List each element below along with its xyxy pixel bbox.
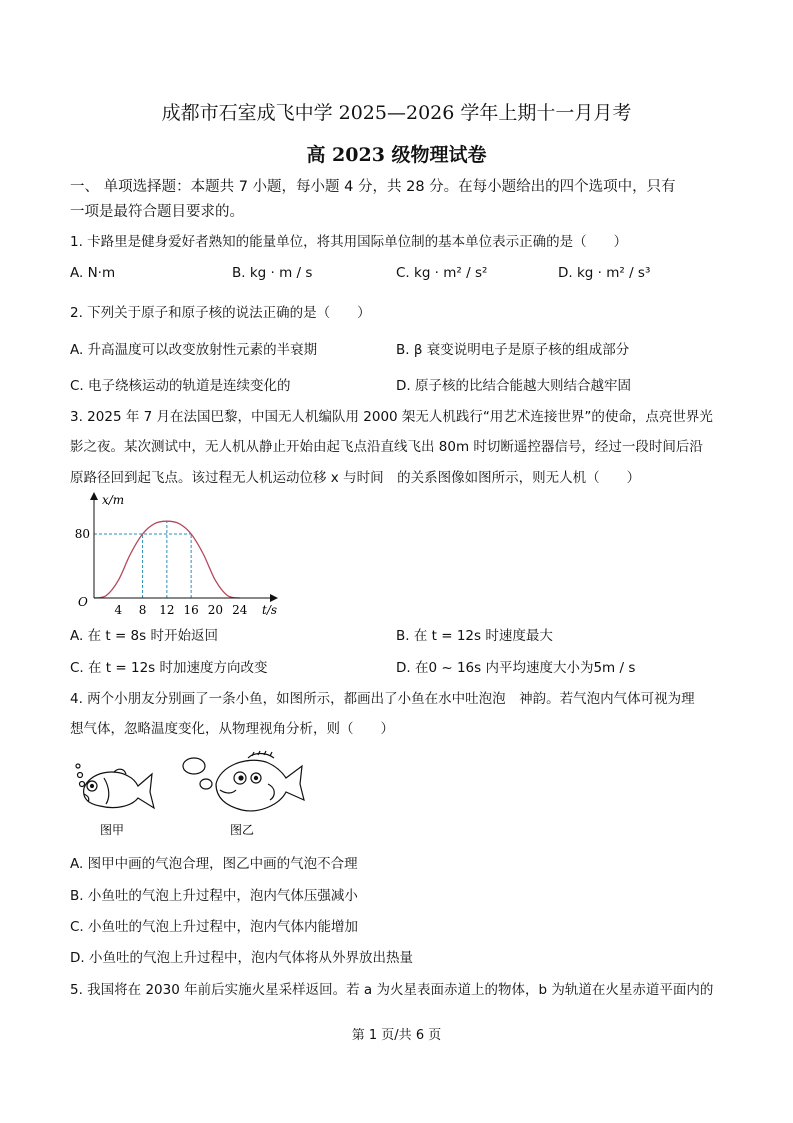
chart-x-tick-label: 16: [183, 603, 199, 617]
chart-y-tick-label: 80: [74, 527, 90, 541]
q3-option-d: D. 在0 ~ 16s 内平均速度大小为5m / s: [396, 660, 636, 676]
q4-stem-line1: 4. 两个小朋友分别画了一条小鱼，如图所示，都画出了小鱼在水中吐泡泡 神韵。若气泡内气体可视为理: [70, 691, 695, 707]
q2-stem: 2. 下列关于原子和原子核的说法正确的是（ ）: [70, 305, 371, 321]
q1-option-c: C. kg · m² / s²: [396, 265, 488, 281]
q1-option-b: B. kg · m / s: [232, 265, 313, 281]
page-footer: 第 1 页/共 6 页: [351, 1028, 442, 1043]
fish-a-drawing: [76, 764, 154, 808]
q4-option-d: D. 小鱼吐的气泡上升过程中，泡内气体将从外界放出热量: [70, 950, 413, 966]
q3-option-a: A. 在 t = 8s 时开始返回: [70, 628, 218, 644]
chart-x-tick-label: 24: [232, 603, 248, 617]
q4-option-b: B. 小鱼吐的气泡上升过程中，泡内气体压强减小: [70, 888, 358, 904]
q3-stem-line1: 3. 2025 年 7 月在法国巴黎，中国无人机编队用 2000 架无人机践行“用艺术连接世界”的使命，点亮世界光: [70, 409, 713, 425]
q2-option-c: C. 电子绕核运动的轨道是连续变化的: [70, 378, 291, 394]
q2-option-d: D. 原子核的比结合能越大则结合越牢固: [396, 378, 631, 394]
section-heading-line2: 一项是最符合题目要求的。: [70, 204, 244, 220]
exam-subtitle: 高 2023 级物理试卷: [306, 144, 487, 166]
q1-stem: 1. 卡路里是健身爱好者熟知的能量单位，将其用国际单位制的基本单位表示正确的是（ ）: [70, 234, 628, 250]
chart-y-label: x/m: [102, 493, 125, 507]
q1-option-a: A. N·m: [70, 265, 116, 281]
q3-xt-chart: [70, 490, 290, 620]
exam-title: 成都市石室成飞中学 2025—2026 学年上期十一月月考: [161, 102, 632, 124]
q1-option-d: D. kg · m² / s³: [558, 265, 651, 281]
chart-x-tick-label: 8: [138, 603, 147, 617]
q2-option-a: A. 升高温度可以改变放射性元素的半衰期: [70, 342, 318, 358]
fish-b-drawing: [183, 751, 304, 811]
chart-x-label: t/s: [262, 603, 278, 617]
q2-option-b: B. β 衰变说明电子是原子核的组成部分: [396, 342, 630, 358]
q3-option-c: C. 在 t = 12s 时加速度方向改变: [70, 660, 268, 676]
q4-stem-line2: 想气体，忽略温度变化，从物理视角分析，则（ ）: [70, 721, 394, 737]
q5-stem: 5. 我国将在 2030 年前后实施火星采样返回。若 a 为火星表面赤道上的物体，b 为轨道在火星赤道平面内的: [70, 982, 714, 998]
q3-option-b: B. 在 t = 12s 时速度最大: [396, 628, 553, 644]
chart-x-tick-label: 12: [159, 603, 175, 617]
chart-x-tick-label: 4: [114, 603, 123, 617]
q4-option-c: C. 小鱼吐的气泡上升过程中，泡内气体内能增加: [70, 919, 359, 935]
q4-option-a: A. 图甲中画的气泡合理，图乙中画的气泡不合理: [70, 856, 358, 872]
q3-stem-line3: 原路径回到起飞点。该过程无人机运动位移 x 与时间 的关系图像如图所示，则无人机（ ）: [70, 470, 641, 486]
fig-label-jia: 图甲: [100, 823, 125, 837]
chart-x-tick-label: 20: [207, 603, 224, 617]
q4-fish-figure: [70, 748, 310, 838]
chart-origin-label: O: [78, 595, 88, 609]
fig-label-yi: 图乙: [230, 823, 255, 837]
q3-stem-line2: 影之夜。某次测试中，无人机从静止开始由起飞点沿直线飞出 80m 时切断遥控器信号，经过一段时间后沿: [70, 439, 703, 455]
section-heading-line1: 一、 单项选择题：本题共 7 小题，每小题 4 分，共 28 分。在每小题给出的四个选项中，只有: [70, 179, 676, 195]
